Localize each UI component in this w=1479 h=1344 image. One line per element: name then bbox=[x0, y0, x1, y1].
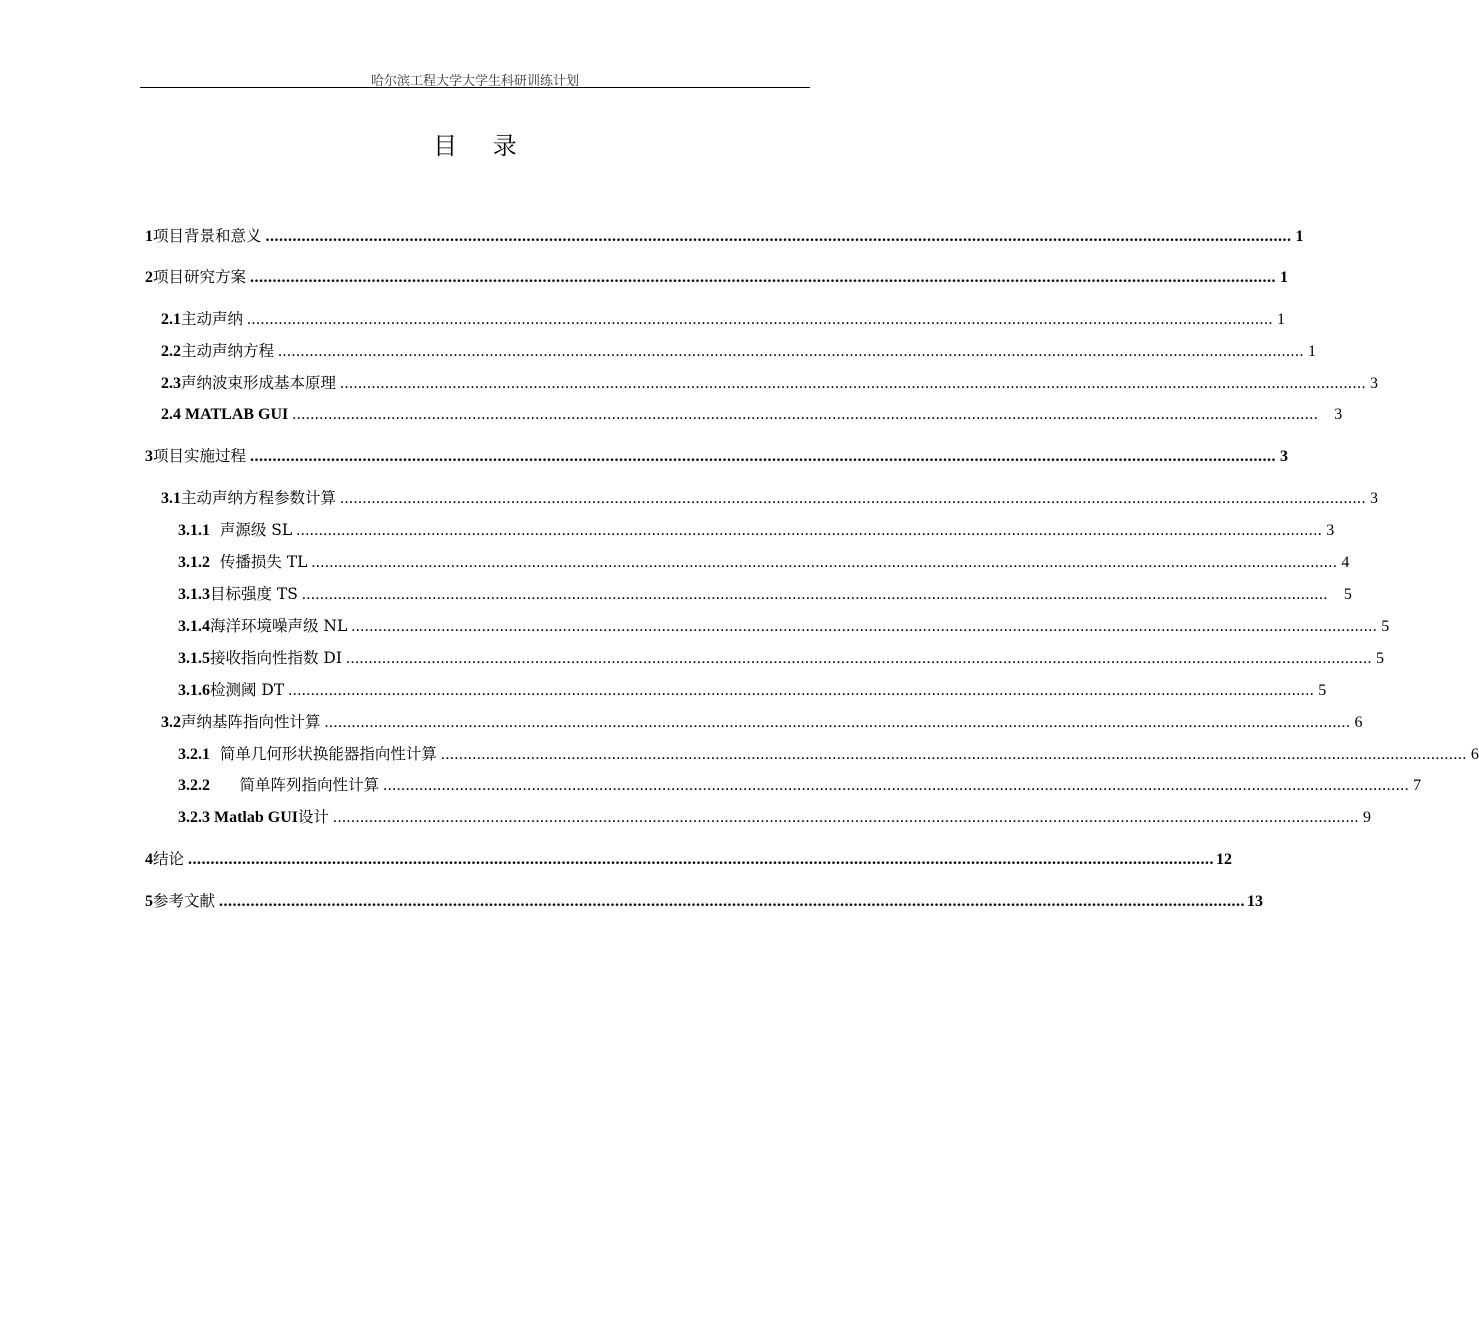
toc-entry-page: 9 bbox=[1363, 809, 1372, 826]
toc-entry[interactable] bbox=[161, 710, 1363, 734]
toc-entry-label: 主动声纳 bbox=[181, 310, 244, 328]
toc-entry[interactable] bbox=[145, 265, 1289, 289]
page-header-text: 哈尔滨工程大学大学生科研训练计划 bbox=[370, 74, 579, 89]
toc-entry-number: 3.1.6 bbox=[178, 682, 210, 699]
toc-entry-page: 7 bbox=[1413, 777, 1422, 794]
toc-entry-page: 5 bbox=[1318, 682, 1327, 699]
toc-entry-number: 2.4 MATLAB GUI bbox=[161, 406, 289, 423]
toc-leader-dots: .................................................................................................................................................................................................................................... bbox=[265, 228, 1292, 245]
toc-leader-dots: .................................................................................................................................................................................................................................... bbox=[288, 682, 1315, 699]
toc-entry[interactable] bbox=[161, 307, 1286, 331]
toc-entry-number: 3 bbox=[145, 448, 153, 465]
toc-entry-number: 3.2.1 bbox=[178, 746, 210, 763]
toc-entry[interactable] bbox=[178, 614, 1390, 638]
toc-entry-label: 项目背景和意义 bbox=[153, 227, 262, 245]
toc-entry-label: 声源级 SL bbox=[210, 521, 293, 539]
toc-entry-label: 结论 bbox=[153, 850, 185, 868]
toc-entry-label: 项目研究方案 bbox=[153, 268, 247, 286]
toc-entry-page: 3 bbox=[1370, 490, 1379, 507]
toc-entry[interactable] bbox=[178, 550, 1350, 574]
toc-entry[interactable] bbox=[145, 889, 1264, 913]
toc-entry-number: 3.2.2 bbox=[178, 777, 210, 794]
toc-entry-page: 12 bbox=[1216, 851, 1233, 868]
toc-entry-page: 5 bbox=[1375, 650, 1384, 667]
toc-leader-dots: .................................................................................................................................................................................................................................... bbox=[250, 269, 1277, 286]
toc-entry-label: 传播损失 TL bbox=[210, 553, 308, 571]
toc-leader-dots: .................................................................................................................................................................................................................................... bbox=[351, 618, 1378, 635]
toc-entry-number: 4 bbox=[145, 851, 153, 868]
toc-entry-label: 主动声纳方程 bbox=[181, 342, 275, 360]
toc-entry[interactable] bbox=[178, 518, 1335, 542]
toc-entry[interactable] bbox=[178, 805, 1372, 829]
toc-entry-page: 5 bbox=[1343, 586, 1352, 603]
toc-entry-label: 检测阈 DT bbox=[210, 681, 285, 699]
toc-entry[interactable] bbox=[145, 847, 1233, 871]
toc-entry-number: 3.1.4 bbox=[178, 618, 210, 635]
toc-leader-dots: .................................................................................................................................................................................................................................... bbox=[440, 746, 1467, 763]
toc-entry-number: 2.2 bbox=[161, 343, 181, 360]
toc-entry[interactable] bbox=[178, 582, 1352, 606]
toc-entry[interactable] bbox=[178, 678, 1327, 702]
toc-leader-dots: .................................................................................................................................................................................................................................... bbox=[340, 490, 1367, 507]
toc-entry-number: 3.2 bbox=[161, 714, 181, 731]
toc-leader-dots: .................................................................................................................................................................................................................................... bbox=[292, 406, 1319, 423]
toc-entry[interactable] bbox=[161, 371, 1379, 395]
toc-entry-number: 1 bbox=[145, 228, 153, 245]
toc-entry-number: 3.2.3 Matlab GUI bbox=[178, 809, 298, 826]
toc-leader-dots: .................................................................................................................................................................................................................................... bbox=[333, 809, 1360, 826]
toc-entry-page: 4 bbox=[1341, 554, 1350, 571]
toc-entry-number: 3.1.3 bbox=[178, 586, 210, 603]
toc-leader-dots: .................................................................................................................................................................................................................................... bbox=[278, 343, 1305, 360]
toc-entry-number: 2.3 bbox=[161, 375, 181, 392]
toc-entry[interactable] bbox=[145, 444, 1289, 468]
toc-entry[interactable] bbox=[178, 773, 1422, 797]
toc-entry-label: 项目实施过程 bbox=[153, 447, 247, 465]
toc-entry[interactable] bbox=[145, 224, 1304, 248]
toc-entry-number: 3.1.2 bbox=[178, 554, 210, 571]
toc-entry-label: 参考文献 bbox=[153, 892, 216, 910]
toc-entry-page: 6 bbox=[1470, 746, 1479, 763]
toc-entry-page: 1 bbox=[1277, 311, 1286, 328]
toc-entry-label: 主动声纳方程参数计算 bbox=[181, 489, 337, 507]
toc-entry-label: 接收指向性指数 DI bbox=[210, 649, 342, 667]
toc-leader-dots: .................................................................................................................................................................................................................................... bbox=[296, 522, 1323, 539]
toc-leader-dots: .................................................................................................................................................................................................................................... bbox=[345, 650, 1372, 667]
toc-entry-page: 6 bbox=[1354, 714, 1363, 731]
toc-entry-number: 3.1.5 bbox=[178, 650, 210, 667]
toc-entry-label: 声纳基阵指向性计算 bbox=[181, 713, 321, 731]
toc-entry-label: 海洋环境噪声级 NL bbox=[210, 617, 348, 635]
toc-entry-label: 简单阵列指向性计算 bbox=[210, 776, 380, 794]
toc-entry-page: 3 bbox=[1326, 522, 1335, 539]
toc-leader-dots: .................................................................................................................................................................................................................................... bbox=[383, 777, 1410, 794]
toc-entry-page: 3 bbox=[1334, 406, 1343, 423]
toc-entry-page: 3 bbox=[1370, 375, 1379, 392]
toc-entry-label: 设计 bbox=[298, 808, 330, 826]
toc-leader-dots: .................................................................................................................................................................................................................................... bbox=[219, 893, 1246, 910]
toc-entry-page: 3 bbox=[1280, 448, 1289, 465]
toc-leader-dots: .................................................................................................................................................................................................................................... bbox=[311, 554, 1338, 571]
toc-entry-page: 13 bbox=[1247, 893, 1264, 910]
toc-entry-label: 声纳波束形成基本原理 bbox=[181, 374, 337, 392]
toc-leader-dots: .................................................................................................................................................................................................................................... bbox=[340, 375, 1367, 392]
toc-leader-dots: .................................................................................................................................................................................................................................... bbox=[250, 448, 1277, 465]
toc-entry-page: 1 bbox=[1308, 343, 1317, 360]
toc-entry[interactable] bbox=[161, 403, 1343, 427]
toc-entry-page: 1 bbox=[1280, 269, 1289, 286]
toc-entry-label: 目标强度 TS bbox=[210, 585, 298, 603]
toc-entry-number: 2 bbox=[145, 269, 153, 286]
toc-entry-label: 简单几何形状换能器指向性计算 bbox=[210, 745, 437, 763]
toc-entry-page: 1 bbox=[1295, 228, 1304, 245]
toc-entry[interactable] bbox=[178, 646, 1384, 670]
toc-title: 目 录 bbox=[433, 132, 531, 160]
toc-entry[interactable] bbox=[178, 742, 1479, 766]
toc-entry[interactable] bbox=[161, 486, 1379, 510]
toc-entry-number: 3.1.1 bbox=[178, 522, 210, 539]
toc-entry-page: 5 bbox=[1381, 618, 1390, 635]
toc-leader-dots: .................................................................................................................................................................................................................................... bbox=[188, 851, 1215, 868]
toc-entry-number: 2.1 bbox=[161, 311, 181, 328]
toc-leader-dots: .................................................................................................................................................................................................................................... bbox=[247, 311, 1274, 328]
toc-entry[interactable] bbox=[161, 339, 1317, 363]
toc-entry-number: 5 bbox=[145, 893, 153, 910]
toc-leader-dots: .................................................................................................................................................................................................................................... bbox=[301, 586, 1328, 603]
toc-entry-number: 3.1 bbox=[161, 490, 181, 507]
toc-leader-dots: .................................................................................................................................................................................................................................... bbox=[324, 714, 1351, 731]
